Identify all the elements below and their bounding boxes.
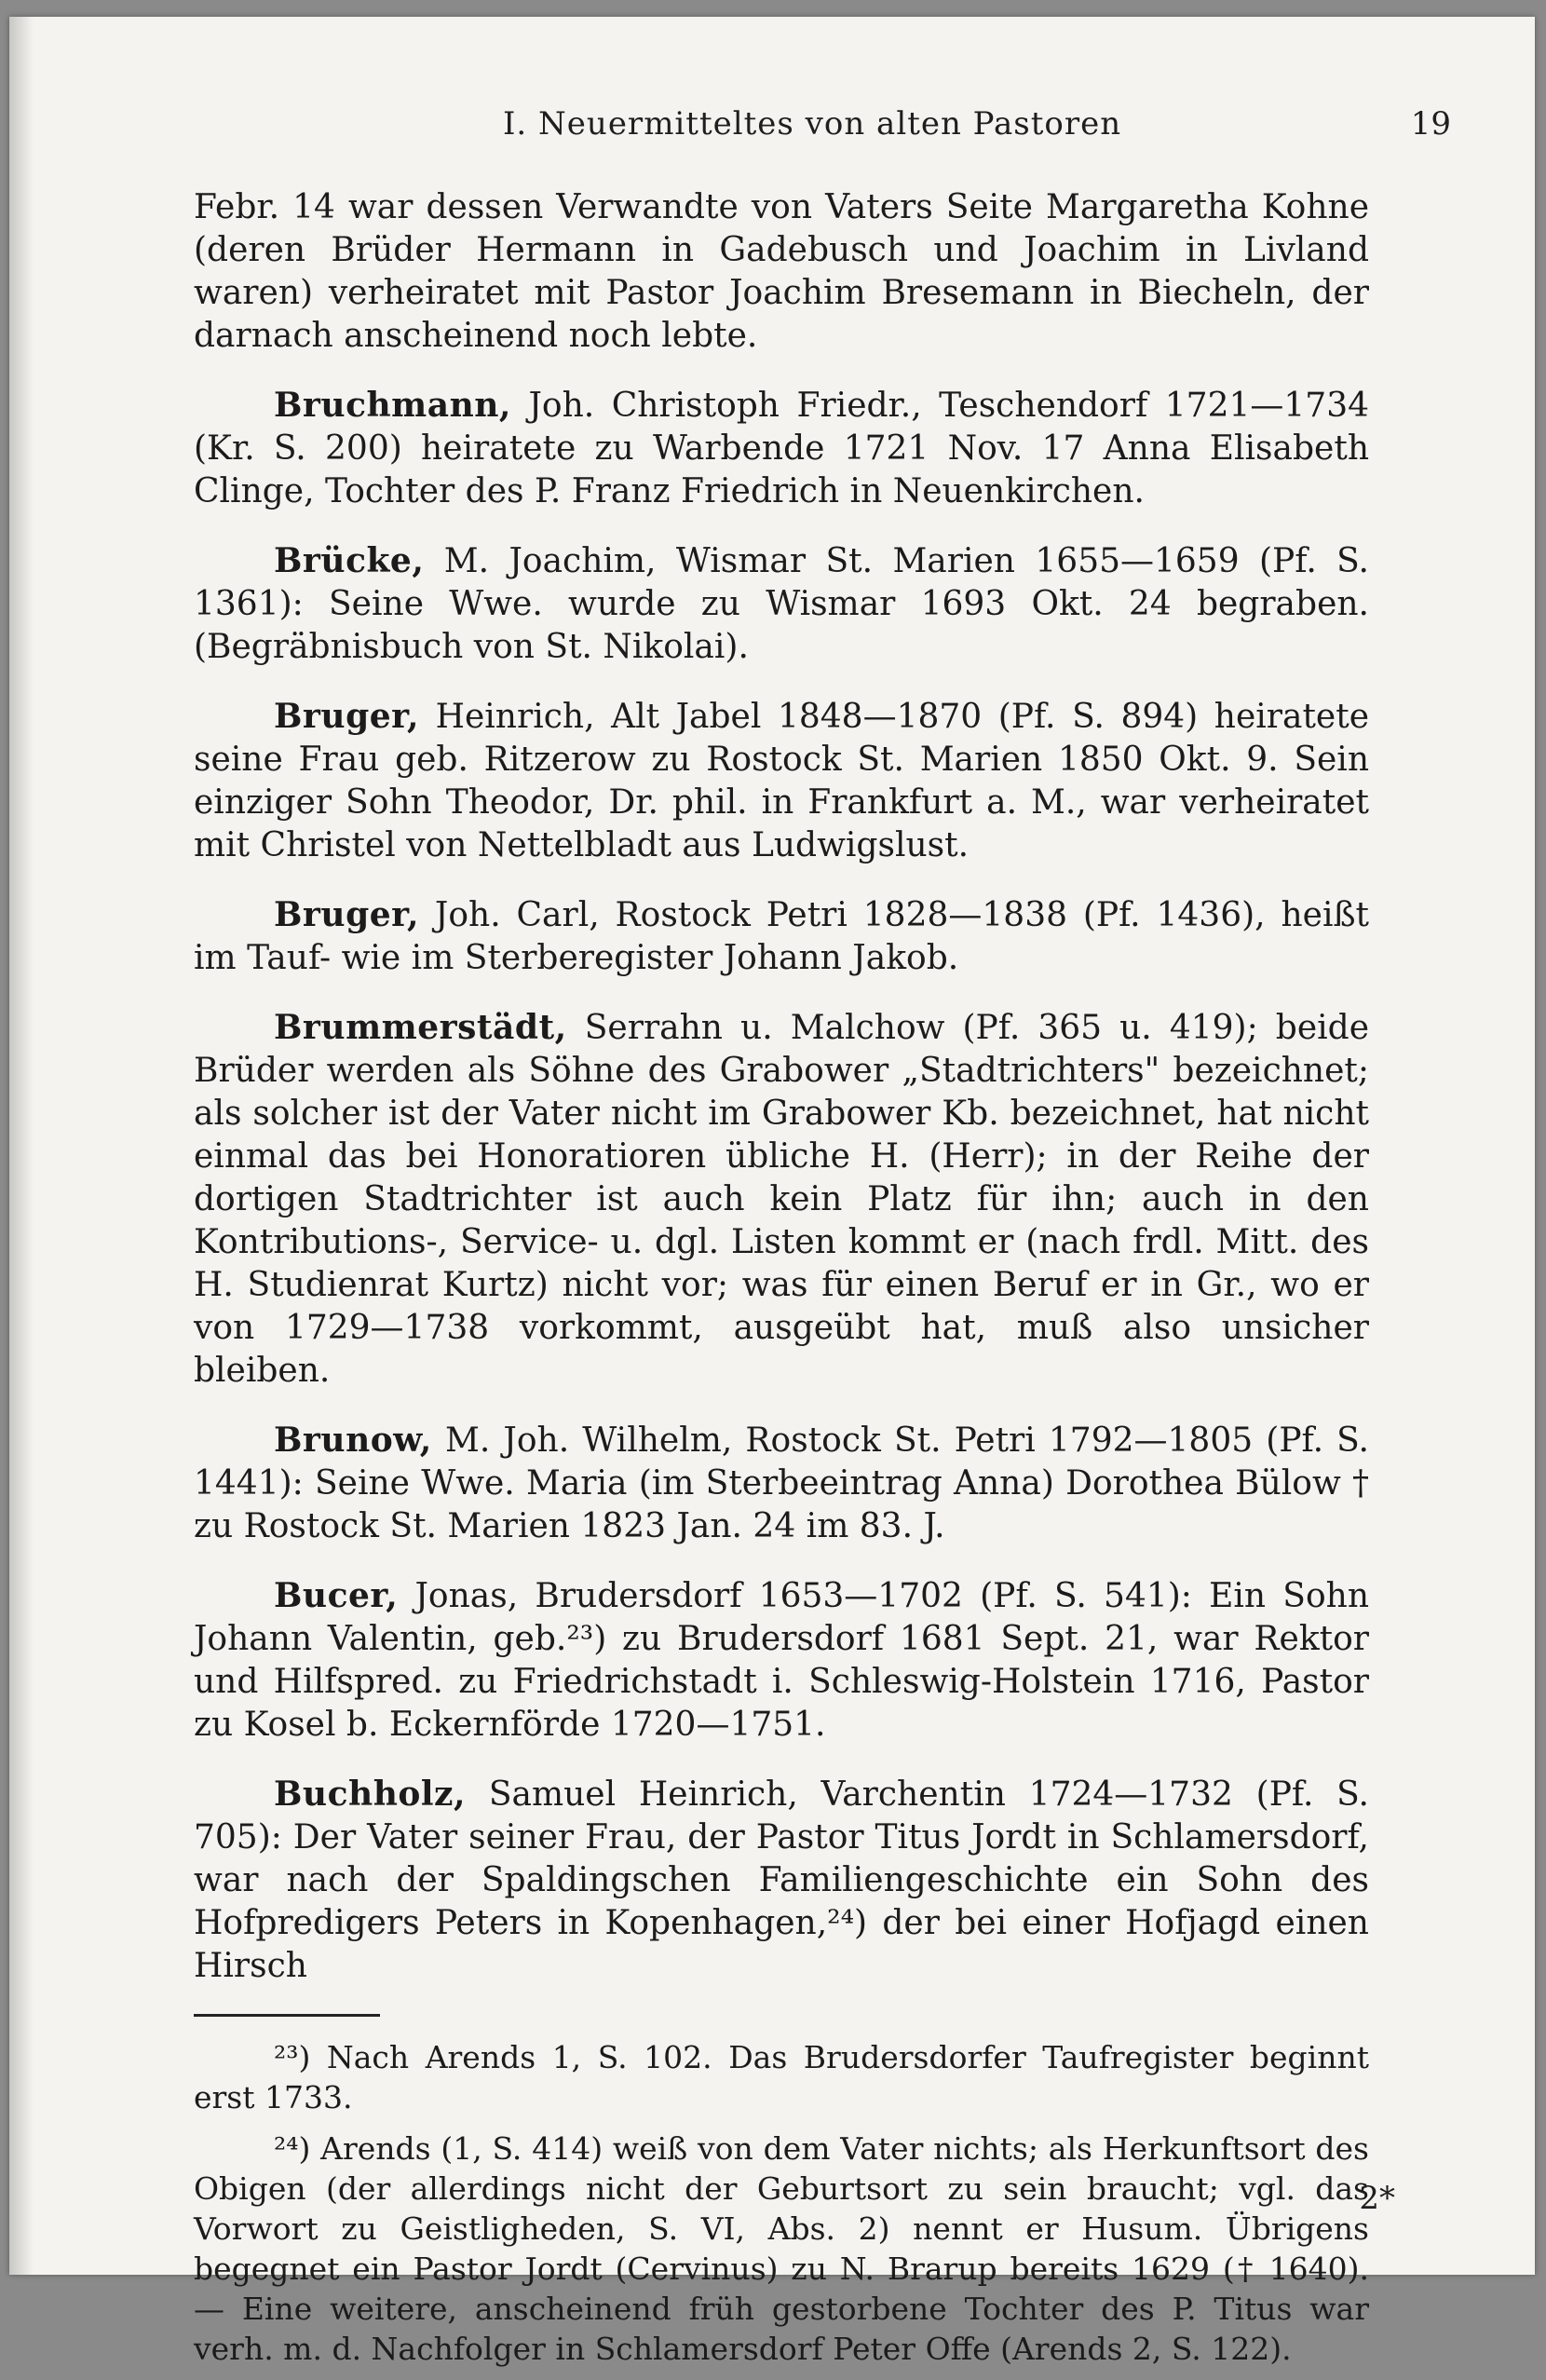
footnote-23: ²³) Nach Arends 1, S. 102. Das Brudersdorfer Taufregister beginnt erst 1733. (194, 2039, 1369, 2115)
entry-bruchmann (194, 384, 1369, 513)
entry-brunow (194, 1419, 1369, 1548)
entry-text: Serrahn u. Malchow (Pf. 365 u. 419); beide Brüder werden als Söhne des Grabower „Stadtrichters" bezeichnet; als solcher ist der Vater nicht im Grabower Kb. bezeichnet, hat nicht einmal das bei Honoratioren übliche H. (Herr); in der Reihe der dortigen Stadtrichter ist auch kein Platz für ihn; auch in den Kontributions-, Service- u. dgl. Listen kommt er (nach frdl. Mitt. des H. Studienrat Kurtz) nicht vor; was für einen Beruf er in Gr., wo er von 1729—1738 vorkommt, ausgeübt hat, muß also unsicher bleiben. (194, 1009, 1369, 1390)
entry-name: Bucer, (274, 1576, 399, 1615)
entry-bruger-heinrich (194, 695, 1369, 867)
page-header (196, 96, 1479, 152)
page-number: 19 (1410, 105, 1451, 143)
signature-mark: 2* (1359, 2180, 1395, 2217)
entry-name: Brummerstädt, (274, 1008, 567, 1047)
running-head: I. Neuermitteltes von alten Pastoren (503, 105, 1122, 143)
continuation-paragraph: Febr. 14 war dessen Verwandte von Vaters Seite Margaretha Kohne (deren Brüder Hermann in Gadebusch und Joachim in Livland waren) verheiratet mit Pastor Joachim Bresemann in Biecheln, der darnach anscheinend noch lebte. (194, 188, 1369, 355)
entry-text: Joh. Carl, Rostock Petri 1828—1838 (Pf. 1436), heißt im Tauf- wie im Sterberegister Johann Jakob. (194, 896, 1369, 977)
entry-name: Brunow, (274, 1421, 432, 1460)
page-body (194, 186, 1369, 2380)
book-page (9, 17, 1535, 2367)
entry-name: Brücke, (274, 541, 425, 580)
entry-bruger-carl (194, 893, 1369, 980)
entry-buchholz (194, 1773, 1369, 1988)
entry-text: Jonas, Brudersdorf 1653—1702 (Pf. S. 541): Ein Sohn Johann Valentin, geb.²³) zu Brudersdorf 1681 Sept. 21, war Rektor und Hilfspred. zu Friedrichstadt i. Schleswig-Holstein 1716, Pastor zu Kosel b. Eckernförde 1720—1751. (194, 1577, 1369, 1744)
entry-text: M. Joachim, Wismar St. Marien 1655—1659 (Pf. S. 1361): Seine Wwe. wurde zu Wismar 1693 Okt. 24 begraben. (Begräbnisbuch von St. Nikolai). (194, 542, 1369, 666)
entry-name: Bruger, (274, 895, 420, 934)
entry-brummerstaedt (194, 1006, 1369, 1393)
entry-name: Buchholz, (274, 1775, 467, 1814)
entry-text: Joh. Christoph Friedr., Teschendorf 1721—1734 (Kr. S. 200) heiratete zu Warbende 1721 Nov. 17 Anna Elisabeth Clinge, Tochter des P. Franz Friedrich in Neuenkirchen. (194, 387, 1369, 510)
entry-name: Bruchmann, (274, 386, 511, 425)
entry-bruecke (194, 539, 1369, 669)
entry-bucer (194, 1574, 1369, 1747)
entry-text: M. Joh. Wilhelm, Rostock St. Petri 1792—1805 (Pf. S. 1441): Seine Wwe. Maria (im Sterbeeintrag Anna) Dorothea Bülow † zu Rostock St. Marien 1823 Jan. 24 im 83. J. (194, 1421, 1369, 1545)
footnote-24: ²⁴) Arends (1, S. 414) weiß von dem Vater nichts; als Herkunftsort des Obigen (der allerdings nicht der Geburtsort zu sein braucht; vgl. das Vorwort zu Geistligheden, S. VI, Abs. 2) nennt er Husum. Übrigens begegnet ein Pastor Jordt (Cervinus) zu N. Brarup bereits 1629 († 1640). — Eine weitere, anscheinend früh gestorbene Tochter des P. Titus war verh. m. d. Nachfolger in Schlamersdorf Peter Offe (Arends 2, S. 122). (194, 2130, 1369, 2367)
entry-text: Samuel Heinrich, Varchentin 1724—1732 (Pf. S. 705): Der Vater seiner Frau, der Pastor Titus Jordt in Schlamersdorf, war nach der Spaldingschen Familiengeschichte ein Sohn des Hofpredigers Peters in Kopenhagen,²⁴) der bei einer Hofjagd einen Hirsch (194, 1775, 1369, 1985)
entry-name: Bruger, (274, 697, 420, 736)
entry-text: Heinrich, Alt Jabel 1848—1870 (Pf. S. 894) heiratete seine Frau geb. Ritzerow zu Rostock St. Marien 1850 Okt. 9. Sein einziger Sohn Theodor, Dr. phil. in Frankfurt a. M., war verheiratet mit Christel von Nettelbladt aus Ludwigslust. (194, 698, 1369, 864)
footnote-divider (194, 2014, 380, 2017)
